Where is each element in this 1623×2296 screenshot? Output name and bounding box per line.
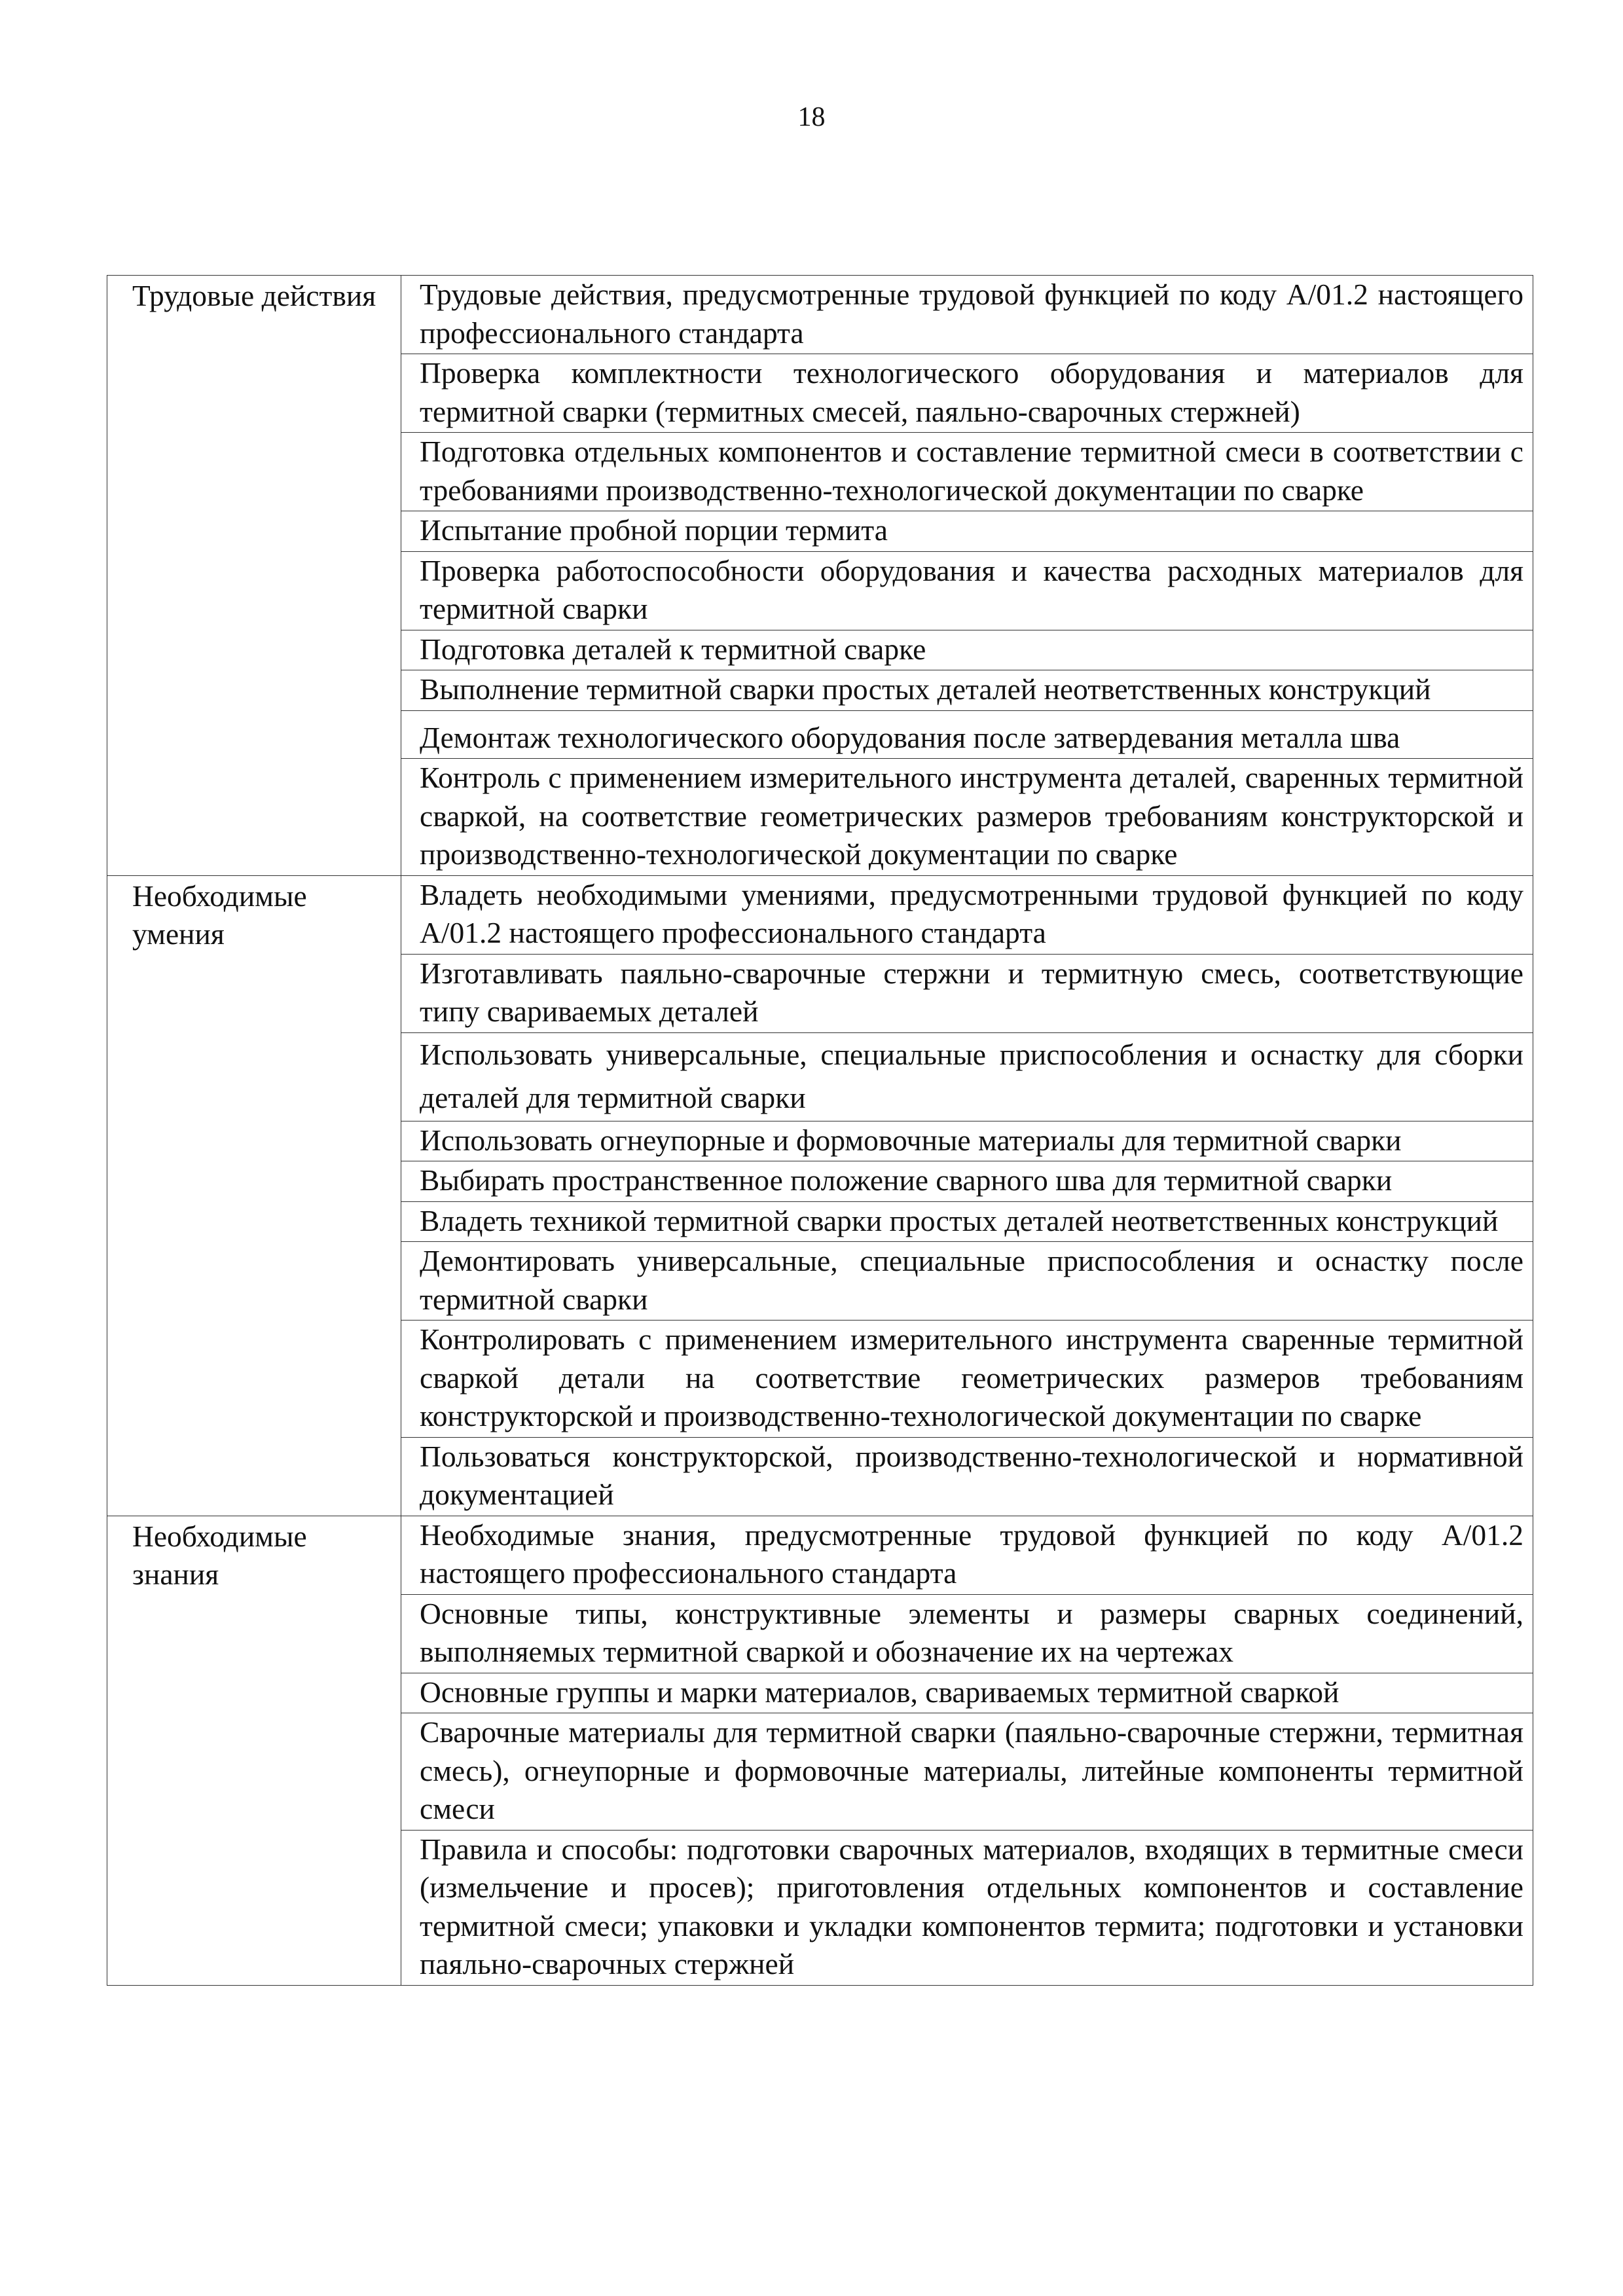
page-number: 18 bbox=[797, 102, 826, 132]
list-item: Проверка работоспособности оборудования и качества расходных материалов для термитной сварки bbox=[401, 551, 1533, 630]
list-item: Сварочные материалы для термитной сварки (паяльно-сварочные стержни, термитная смесь), огнеупорные и формовочные материалы, литейные компоненты термитной смеси bbox=[401, 1713, 1533, 1831]
list-item: Изготавливать паяльно-сварочные стержни и термитную смесь, соответствующие типу свариваемых деталей bbox=[401, 954, 1533, 1032]
section-heading-labor-actions: Трудовые действия bbox=[107, 276, 401, 876]
list-item: Контролировать с применением измерительного инструмента сваренные термитной сваркой детали на соответствие геометрических размеров требованиям конструкторской и производственно-технологической документации по сварке bbox=[401, 1321, 1533, 1438]
list-item: Правила и способы: подготовки сварочных материалов, входящих в термитные смеси (измельчение и просев); приготовления отдельных компонентов и составление термитной смеси; упаковки и укладки компонентов термита; подготовки и установки паяльно-сварочных стержней bbox=[401, 1830, 1533, 1985]
list-item: Контроль с применением измерительного инструмента деталей, сваренных термитной сваркой, на соответствие геометрических размеров требованиям конструкторской и производственно-технологической документации по сварке bbox=[401, 759, 1533, 876]
section-heading-skills: Необходимые умения bbox=[107, 875, 401, 1516]
list-item: Демонтировать универсальные, специальные приспособления и оснастку после термитной сварки bbox=[401, 1242, 1533, 1321]
table-row bbox=[107, 276, 1533, 354]
list-item: Использовать огнеупорные и формовочные материалы для термитной сварки bbox=[401, 1121, 1533, 1161]
list-item: Демонтаж технологического оборудования после затвердевания металла шва bbox=[401, 710, 1533, 759]
list-item: Основные группы и марки материалов, свариваемых термитной сваркой bbox=[401, 1673, 1533, 1713]
list-item: Владеть техникой термитной сварки простых деталей неответственных конструкций bbox=[401, 1201, 1533, 1242]
list-item: Пользоваться конструкторской, производственно-технологической и нормативной документацией bbox=[401, 1437, 1533, 1516]
list-item: Владеть необходимыми умениями, предусмотренными трудовой функцией по коду А/01.2 настоящего профессионального стандарта bbox=[401, 875, 1533, 954]
table-row bbox=[107, 1516, 1533, 1594]
list-item: Подготовка деталей к термитной сварке bbox=[401, 630, 1533, 670]
list-item: Подготовка отдельных компонентов и составление термитной смеси в соответствии с требованиями производственно-технологической документации по сварке bbox=[401, 433, 1533, 511]
list-item: Основные типы, конструктивные элементы и размеры сварных соединений, выполняемых термитной сваркой и обозначение их на чертежах bbox=[401, 1594, 1533, 1673]
list-item: Испытание пробной порции термита bbox=[401, 511, 1533, 552]
section-heading-knowledge: Необходимые знания bbox=[107, 1516, 401, 1985]
table-row bbox=[107, 875, 1533, 954]
requirements-table bbox=[107, 275, 1533, 1986]
list-item: Выбирать пространственное положение сварного шва для термитной сварки bbox=[401, 1161, 1533, 1202]
list-item: Использовать универсальные, специальные приспособления и оснастку для сборки деталей для термитной сварки bbox=[401, 1032, 1533, 1121]
list-item: Необходимые знания, предусмотренные трудовой функцией по коду А/01.2 настоящего профессионального стандарта bbox=[401, 1516, 1533, 1594]
list-item: Трудовые действия, предусмотренные трудовой функцией по коду А/01.2 настоящего профессионального стандарта bbox=[401, 276, 1533, 354]
list-item: Проверка комплектности технологического оборудования и материалов для термитной сварки (термитных смесей, паяльно-сварочных стержней) bbox=[401, 354, 1533, 433]
list-item: Выполнение термитной сварки простых деталей неответственных конструкций bbox=[401, 670, 1533, 711]
